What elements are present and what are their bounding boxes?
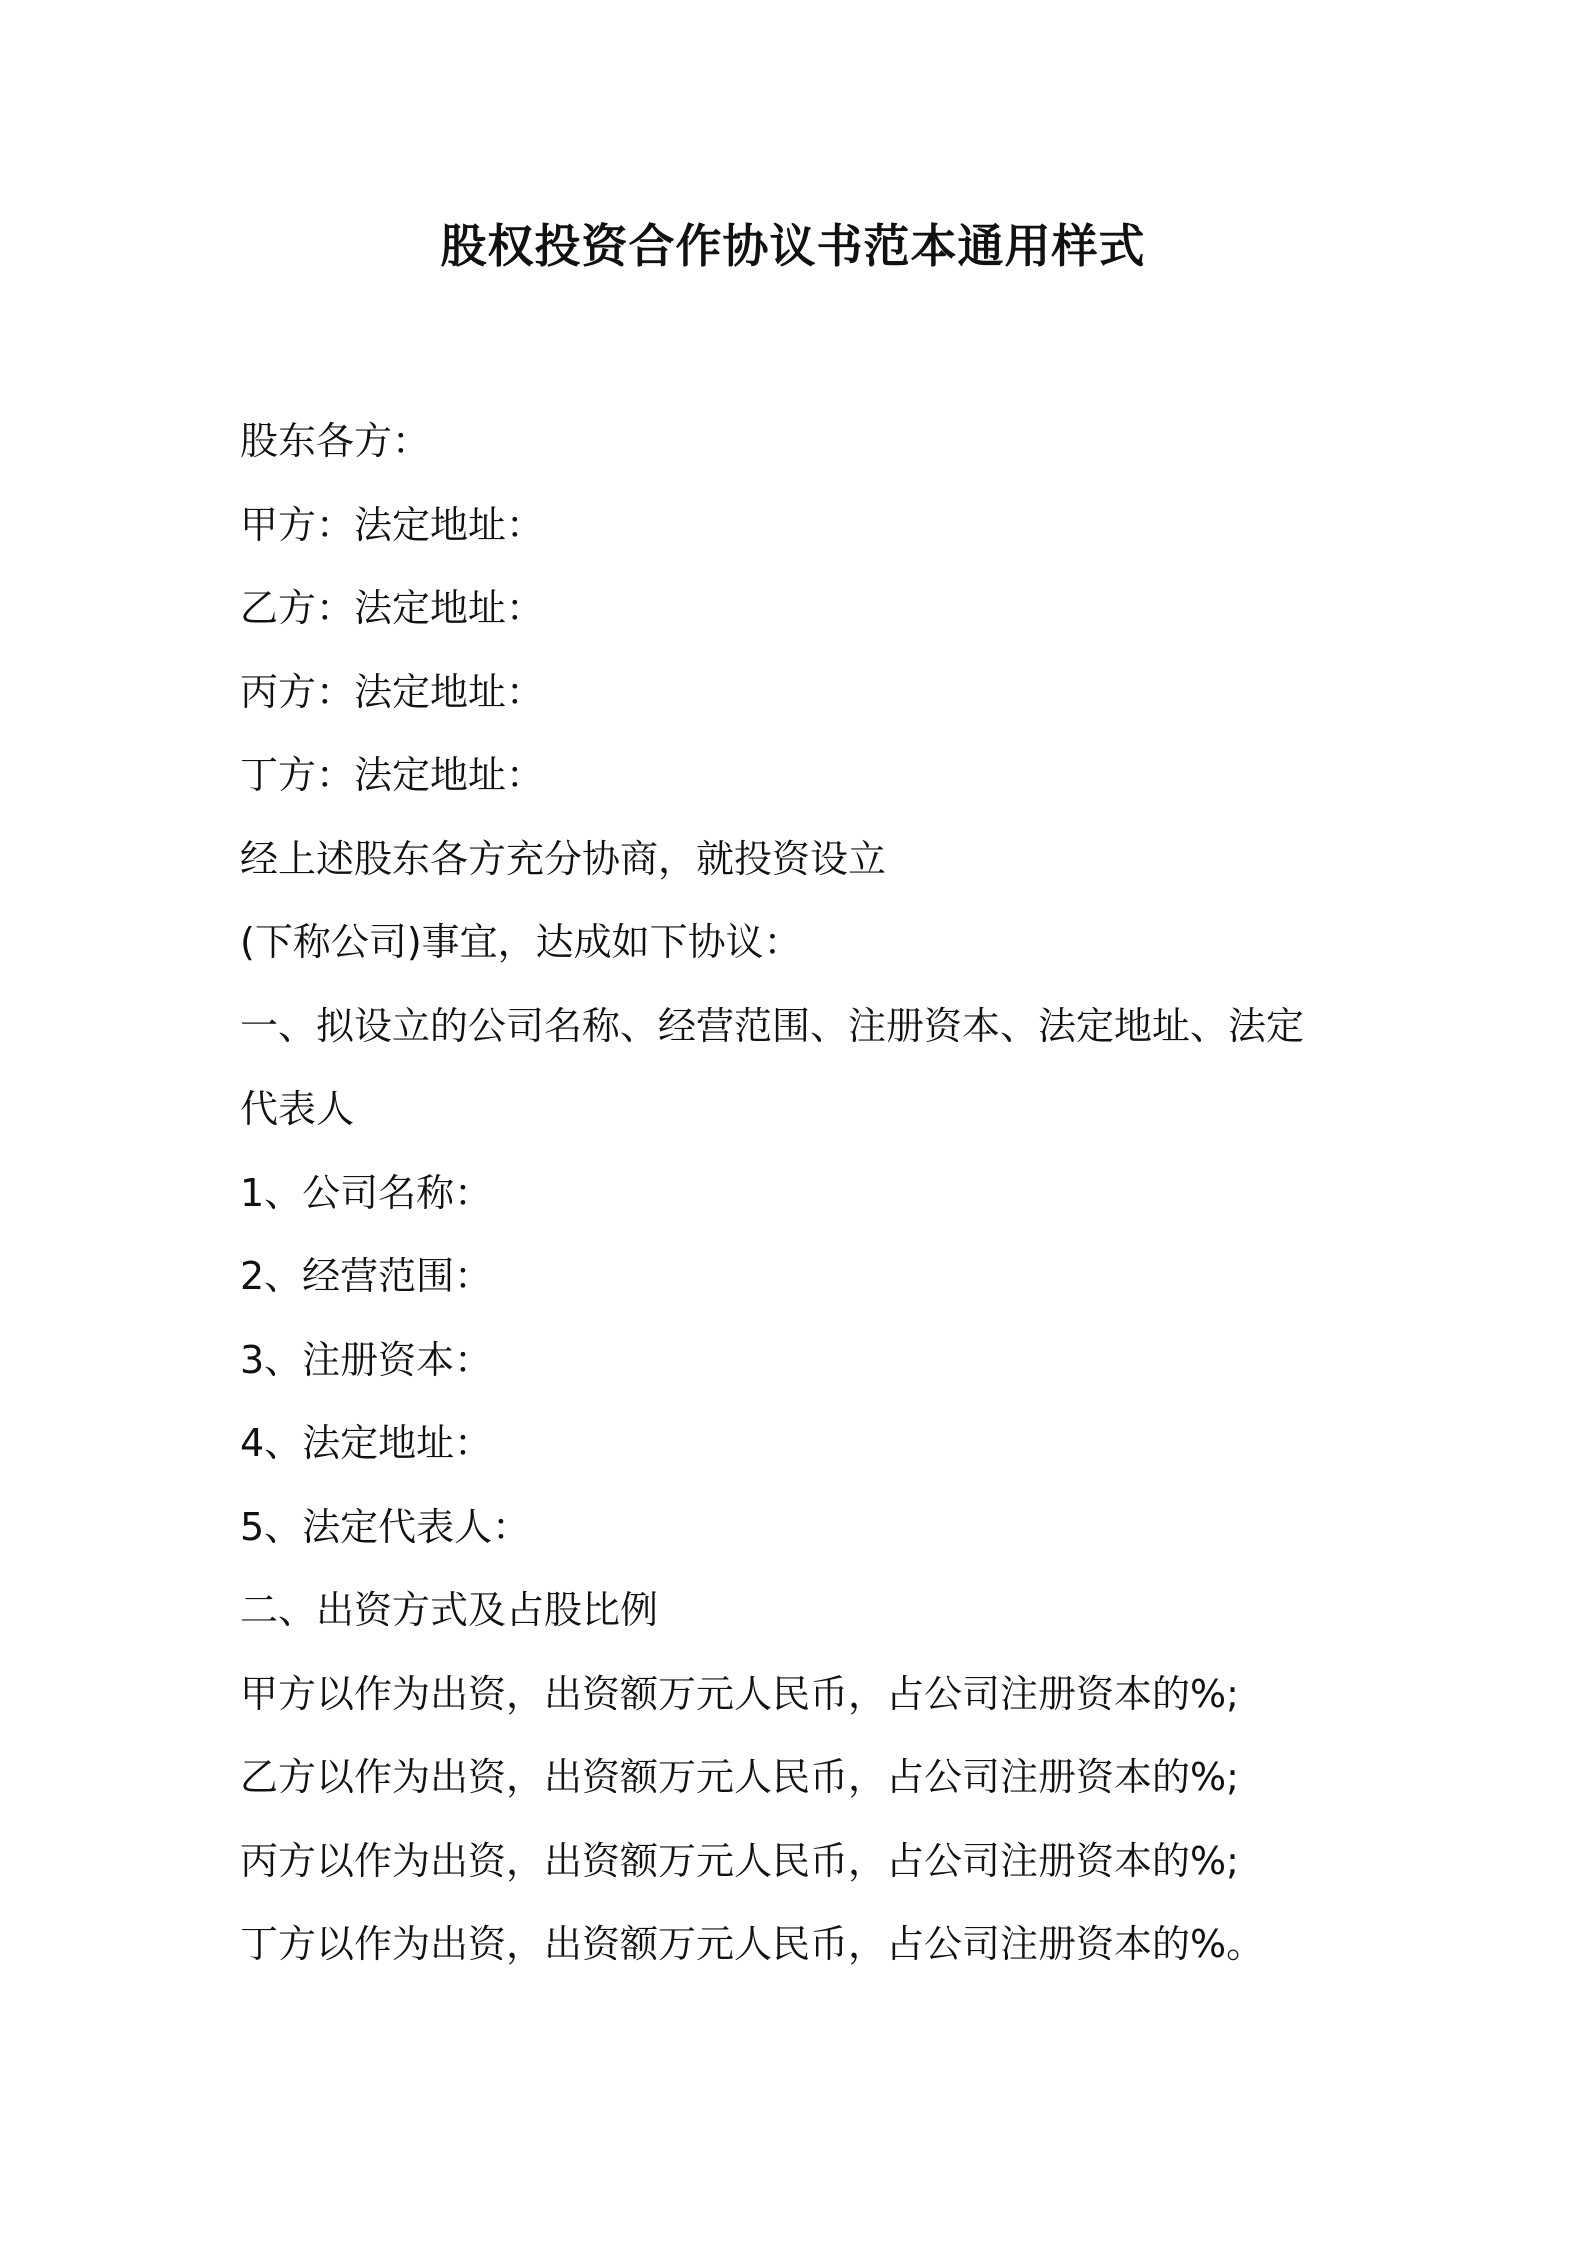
item-legal-address: 4、法定地址： [240, 1421, 493, 1465]
item-registered-capital: 3、注册资本： [240, 1337, 493, 1382]
party-c-contribution: 丙方以作为出资，出资额万元人民币，占公司注册资本的%; [240, 1838, 1239, 1883]
preamble-line-1: 经上述股东各方充分协商，就投资设立 [240, 836, 887, 881]
party-b-line: 乙方：法定地址： [240, 586, 545, 630]
section-two-heading: 二、出资方式及占股比例 [240, 1588, 659, 1632]
party-b-contribution: 乙方以作为出资，出资额万元人民币，占公司注册资本的%; [240, 1755, 1239, 1799]
party-d-contribution: 丁方以作为出资，出资额万元人民币，占公司注册资本的%。 [240, 1922, 1265, 1966]
item-legal-representative: 5、法定代表人： [240, 1504, 531, 1549]
item-company-name: 1、公司名称： [240, 1170, 493, 1215]
party-a-line: 甲方：法定地址： [240, 502, 545, 547]
document-title: 股权投资合作协议书范本通用样式 [440, 219, 1146, 273]
party-a-contribution: 甲方以作为出资，出资额万元人民币，占公司注册资本的%; [240, 1671, 1239, 1716]
party-c-line: 丙方：法定地址： [240, 669, 545, 714]
section-one-heading: 一、拟设立的公司名称、经营范围、注册资本、法定地址、法定 [240, 1003, 1305, 1048]
section-one-heading-continued: 代表人 [240, 1087, 355, 1131]
preamble-line-2: (下称公司)事宜，达成如下协议： [240, 920, 802, 964]
item-business-scope: 2、经营范围： [240, 1254, 493, 1298]
shareholders-heading: 股东各方： [240, 419, 431, 463]
party-d-line: 丁方：法定地址： [240, 753, 545, 797]
document-body [240, 400, 1380, 1987]
